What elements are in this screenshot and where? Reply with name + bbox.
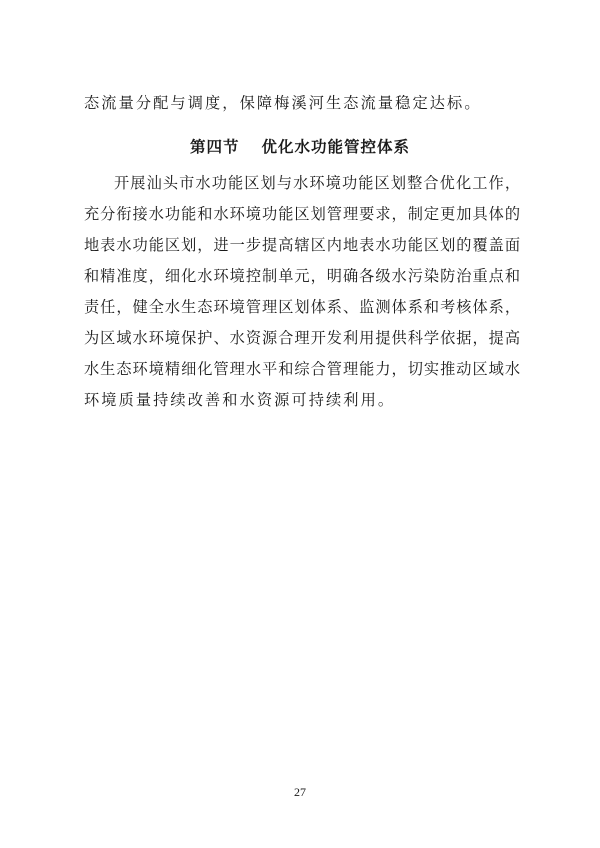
carryover-text-line: 态流量分配与调度，保障梅溪河生态流量稳定达标。 [84, 94, 482, 112]
page-number: 27 [294, 785, 306, 799]
paragraph-line: 为区域水环境保护、水资源合理开发利用提供科学依据，提高 [84, 329, 520, 347]
paragraph-line: 环境质量持续改善和水资源可持续利用。 [84, 391, 396, 409]
section-title: 优化水功能管控体系 [261, 138, 411, 156]
section-heading [0, 137, 600, 157]
paragraph-line: 地表水功能区划，进一步提高辖区内地表水功能区划的覆盖面 [84, 236, 520, 254]
paragraph-line: 水生态环境精细化管理水平和综合管理能力，切实推动区域水 [84, 360, 520, 378]
paragraph-line: 责任，健全水生态环境管理区划体系、监测体系和考核体系， [84, 298, 520, 316]
paragraph-line: 和精准度，细化水环境控制单元，明确各级水污染防治重点和 [84, 267, 520, 285]
paragraph-line: 充分衔接水功能和水环境功能区划管理要求，制定更加具体的 [84, 205, 520, 223]
section-number: 第四节 [189, 138, 240, 156]
paragraph-line: 开展汕头市水功能区划与水环境功能区划整合优化工作， [114, 174, 520, 192]
